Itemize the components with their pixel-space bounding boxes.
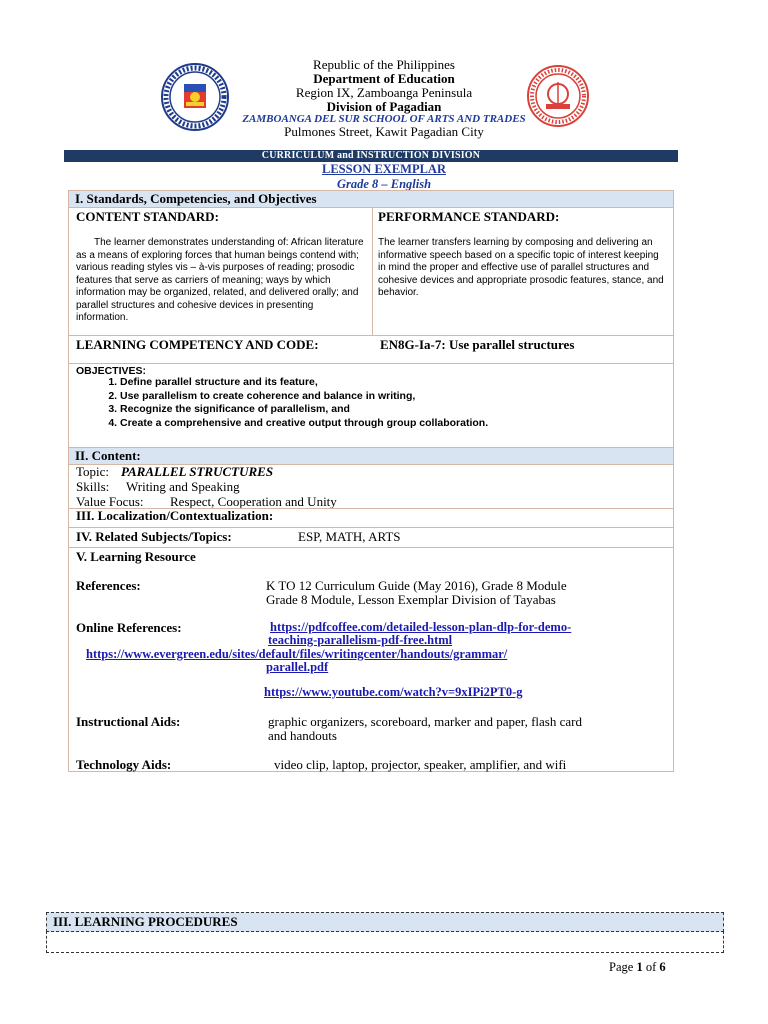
competency-value: EN8G-Ia-7: Use parallel structures xyxy=(380,337,575,352)
objective-item: 3. Recognize the significance of parallelism, and xyxy=(120,403,700,417)
online-reference-link[interactable]: https://pdfcoffee.com/detailed-lesson-plan-dlp-for-demo- xyxy=(270,620,572,634)
page-number xyxy=(609,960,666,975)
page-current: 1 xyxy=(636,960,643,974)
value-focus-label: Value Focus: xyxy=(76,494,144,509)
divider xyxy=(69,335,673,336)
related-subjects-value: ESP, MATH, ARTS xyxy=(298,529,401,544)
document-title: LESSON EXEMPLAR xyxy=(322,162,446,176)
objectives-list xyxy=(76,376,700,430)
content-standard-label: CONTENT STANDARD: xyxy=(76,209,219,224)
performance-standard-label: PERFORMANCE STANDARD: xyxy=(378,209,560,224)
grade-subject: Grade 8 – English xyxy=(336,177,432,191)
divider xyxy=(69,547,673,548)
related-subjects-label: IV. Related Subjects/Topics: xyxy=(76,529,232,544)
division-bar: CURRICULUM and INSTRUCTION DIVISION xyxy=(64,150,678,162)
divider xyxy=(69,207,673,208)
objective-item: 1. Define parallel structure and its feature, xyxy=(120,376,700,390)
references-label: References: xyxy=(76,578,141,593)
school-name: ZAMBOANGA DEL SUR SCHOOL OF ARTS AND TRADES xyxy=(242,113,526,125)
online-reference-link[interactable]: teaching-parallelism-pdf-free.html xyxy=(268,633,453,647)
learning-resource-heading: V. Learning Resource xyxy=(76,549,196,564)
instructional-aids-value: and handouts xyxy=(268,728,337,743)
skills-value: Writing and Speaking xyxy=(126,479,240,494)
objective-item: 4. Create a comprehensive and creative output through group collaboration. xyxy=(120,417,700,431)
instructional-aids-value: graphic organizers, scoreboard, marker and paper, flash card xyxy=(268,714,582,729)
instructional-aids-label: Instructional Aids: xyxy=(76,714,181,729)
online-reference-link[interactable]: https://www.evergreen.edu/sites/default/files/writingcenter/handouts/grammar/ xyxy=(86,647,508,661)
page-mid: of xyxy=(642,960,660,974)
online-reference-link[interactable]: parallel.pdf xyxy=(266,660,329,674)
section-standards-heading: I. Standards, Competencies, and Objectives xyxy=(69,191,673,207)
content-standard-text: The learner demonstrates understanding of: African literature as a means of exploring forces that human beings contend with; various reading styles vis – à-vis purposes of reading; prosodic features that serve as carriers of meaning; ways by which information may be organized, related, and delivered orally; and parallel structures and cohesive devices in presenting information. xyxy=(76,237,364,323)
section-content-heading: II. Content: xyxy=(69,448,673,464)
learning-procedures-heading-box xyxy=(46,912,724,932)
division-line: Division of Pagadian xyxy=(326,99,442,114)
online-references-label: Online References: xyxy=(76,620,182,635)
localization-heading: III. Localization/Contextualization: xyxy=(76,508,274,523)
region-line: Region IX, Zamboanga Peninsula xyxy=(295,85,473,100)
technology-aids-value: video clip, laptop, projector, speaker, amplifier, and wifi xyxy=(274,757,567,772)
learning-procedures-body xyxy=(46,931,724,953)
skills-label: Skills: xyxy=(76,479,110,494)
online-reference-link[interactable]: https://www.youtube.com/watch?v=9xIPi2PT0-g xyxy=(264,685,523,699)
references-line: Grade 8 Module, Lesson Exemplar Division of Tayabas xyxy=(266,592,556,607)
objective-item: 2. Use parallelism to create coherence and balance in writing, xyxy=(120,390,700,404)
deped-line: Department of Education xyxy=(313,71,455,86)
page-prefix: Page xyxy=(609,960,637,974)
school-address: Pulmones Street, Kawit Pagadian City xyxy=(284,124,484,139)
divider xyxy=(69,363,673,364)
value-focus-value: Respect, Cooperation and Unity xyxy=(170,494,337,509)
republic-line: Republic of the Philippines xyxy=(313,57,455,72)
page-total: 6 xyxy=(659,960,666,974)
technology-aids-label: Technology Aids: xyxy=(76,757,172,772)
column-divider xyxy=(372,207,373,335)
references-line: K TO 12 Curriculum Guide (May 2016), Grade 8 Module xyxy=(266,578,567,593)
divider xyxy=(69,527,673,528)
topic-label: Topic: xyxy=(76,464,110,479)
learning-procedures-heading: III. LEARNING PROCEDURES xyxy=(53,914,238,929)
competency-label: LEARNING COMPETENCY AND CODE: xyxy=(76,337,319,352)
objectives-label: OBJECTIVES: xyxy=(76,365,147,377)
performance-standard-text: The learner transfers learning by composing and delivering an informative speech based on a specific topic of interest keeping in mind the proper and effective use of parallel structures and cohesive devices and appropriate prosodic features, stance, and behavior. xyxy=(378,237,664,298)
topic-value: PARALLEL STRUCTURES xyxy=(121,464,274,479)
